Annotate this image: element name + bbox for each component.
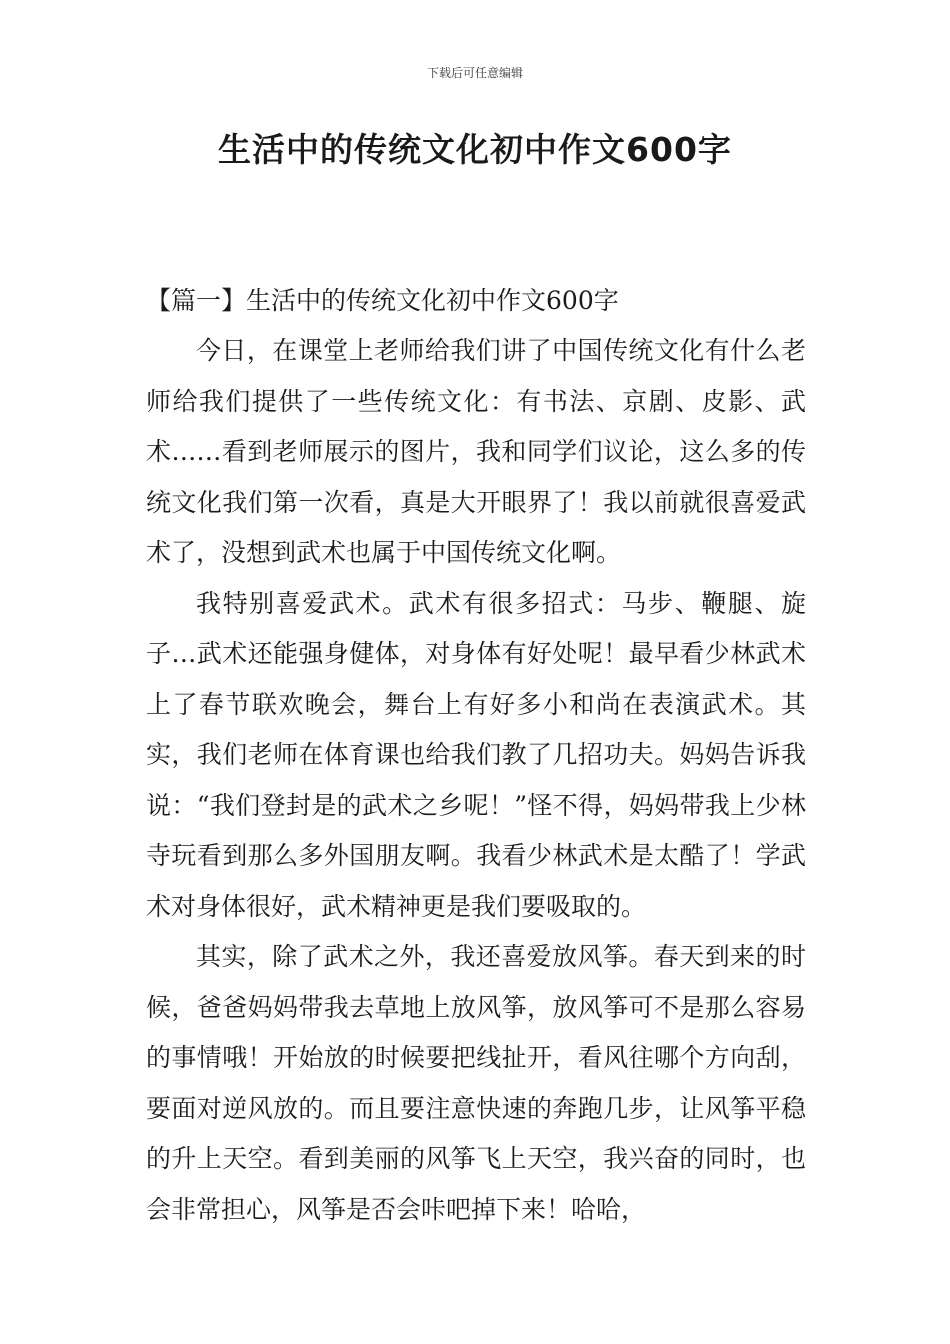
document-body	[146, 276, 806, 1235]
document-title: 生活中的传统文化初中作文600字	[218, 130, 732, 169]
header-note: 下载后可任意编辑	[426, 66, 523, 80]
paragraph-2: 我特别喜爱武术。武术有很多招式：马步、鞭腿、旋子…武术还能强身健体，对身体有好处呢！最早看少林武术上了春节联欢晚会，舞台上有好多小和尚在表演武术。其实，我们老师在体育课也给我们教了几招功夫。妈妈告诉我说：“我们登封是的武术之乡呢！”怪不得，妈妈带我上少林寺玩看到那么多外国朋友啊。我看少林武术是太酷了！学武术对身体很好，武术精神更是我们要吸取的。	[146, 588, 806, 921]
paragraph-3: 其实，除了武术之外，我还喜爱放风筝。春天到来的时候，爸爸妈妈带我去草地上放风筝，放风筝可不是那么容易的事情哦！开始放的时候要把线扯开，看风往哪个方向刮，要面对逆风放的。而且要注意快速的奔跑几步，让风筝平稳的升上天空。看到美丽的风筝飞上天空，我兴奋的同时，也会非常担心，风筝是否会咔吧掉下来！哈哈，	[146, 942, 806, 1224]
section-heading: 【篇一】生活中的传统文化初中作文600字	[146, 286, 619, 315]
paragraph-1: 今日，在课堂上老师给我们讲了中国传统文化有什么老师给我们提供了一些传统文化：有书法、京剧、皮影、武术……看到老师展示的图片，我和同学们议论，这么多的传统文化我们第一次看，真是大开眼界了！我以前就很喜爱武术了，没想到武术也属于中国传统文化啊。	[146, 336, 806, 567]
